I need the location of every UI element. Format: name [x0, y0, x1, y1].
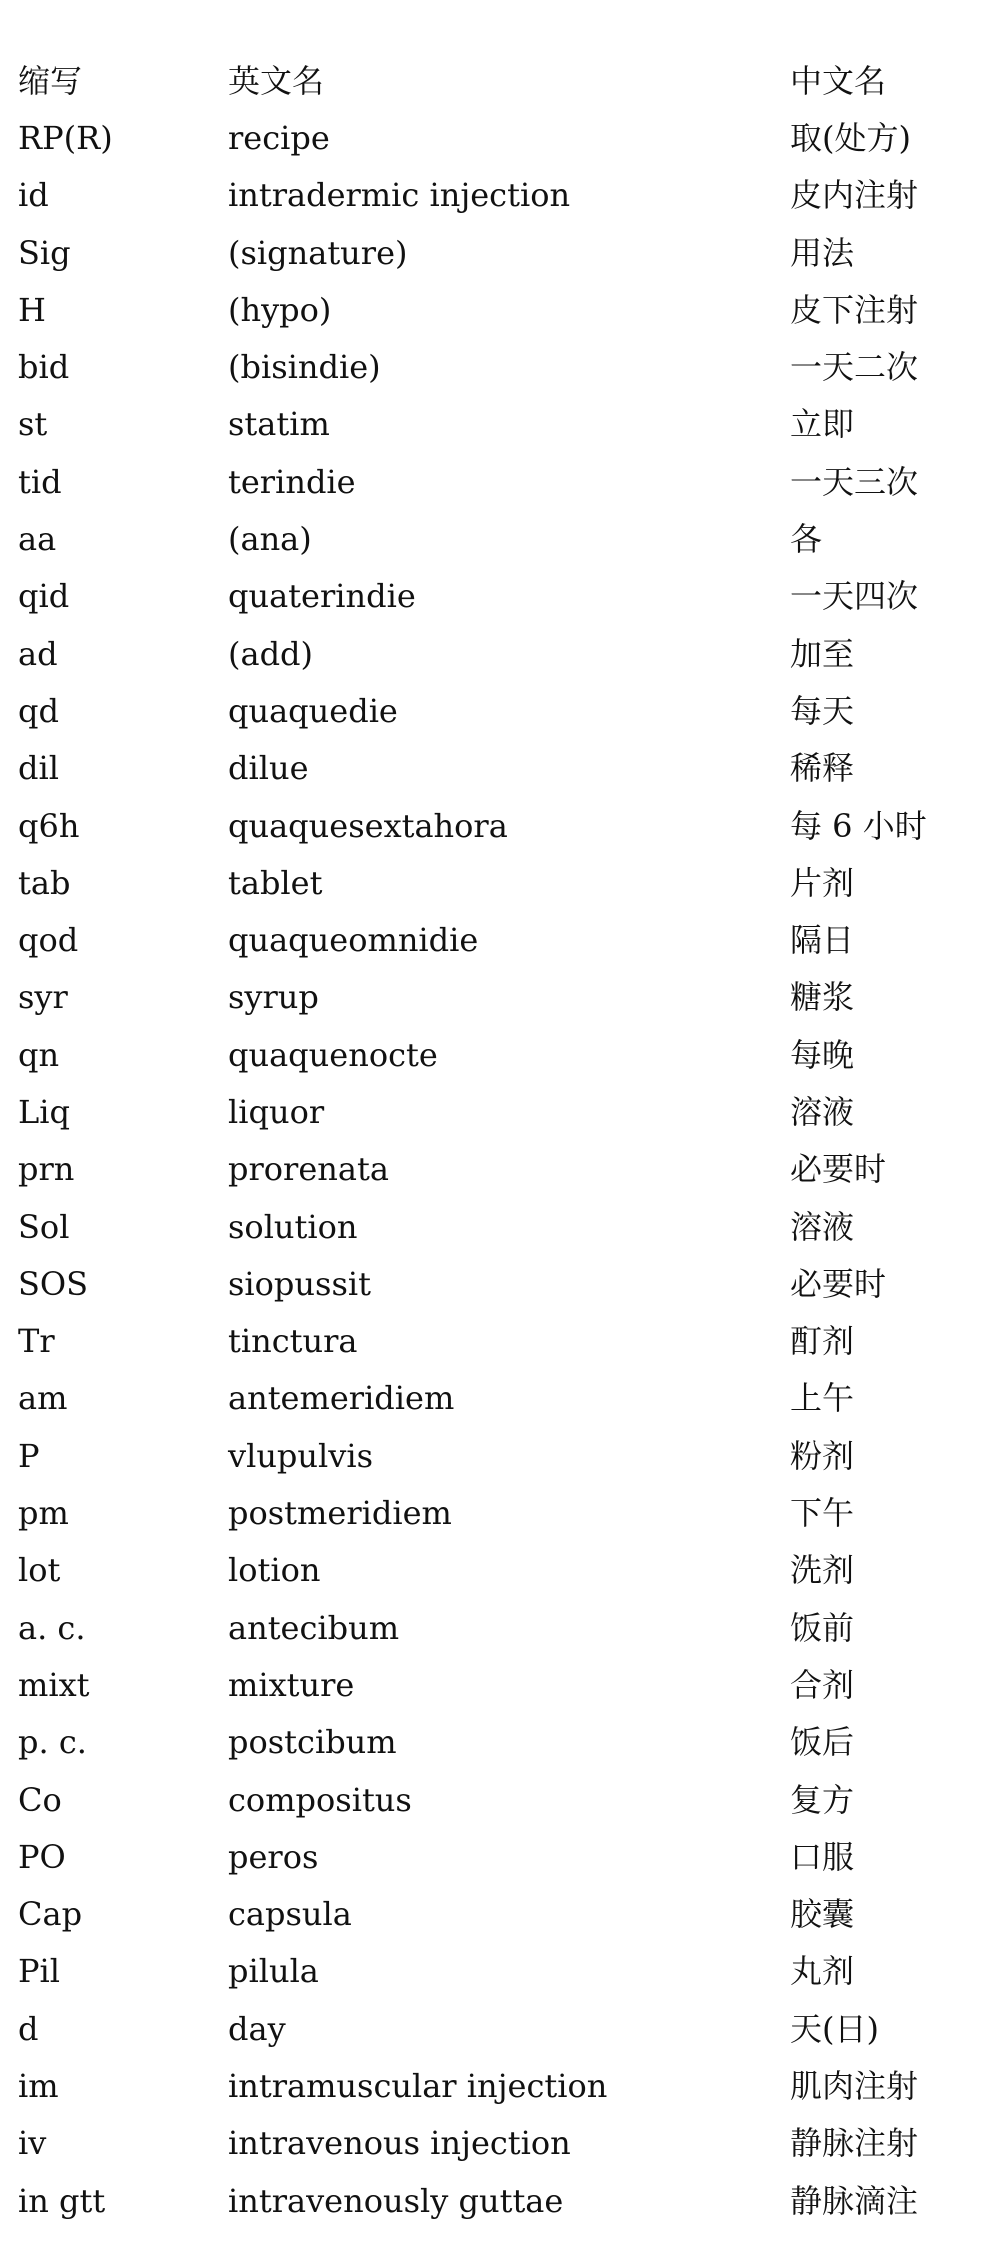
table-row — [0, 1026, 992, 1083]
english-name-cell: dilue — [228, 749, 309, 788]
abbreviation-cell: tid — [18, 462, 62, 501]
english-name-cell: day — [228, 2009, 286, 2048]
table-row — [0, 109, 992, 166]
chinese-name-cell: 一天二次 — [790, 348, 919, 387]
table-row — [0, 911, 992, 968]
table-row — [0, 1370, 992, 1427]
header-english-name: 英文名 — [228, 61, 325, 100]
english-name-cell: antemeridiem — [228, 1379, 455, 1418]
abbreviation-cell: id — [18, 176, 49, 215]
english-name-cell: lotion — [228, 1551, 321, 1590]
english-name-cell: pilula — [228, 1952, 319, 1991]
abbreviation-cell: st — [18, 405, 48, 444]
abbreviation-cell: dil — [18, 749, 59, 788]
abbreviation-cell: Co — [18, 1780, 62, 1819]
table-row — [0, 1828, 992, 1885]
table-row — [0, 797, 992, 854]
table-row — [0, 1656, 992, 1713]
abbreviation-cell: P — [18, 1436, 40, 1475]
abbreviation-cell: Pil — [18, 1952, 60, 1991]
abbreviation-cell: qd — [18, 691, 59, 730]
english-name-cell: quaquenocte — [228, 1035, 438, 1074]
english-name-cell: terindie — [228, 462, 356, 501]
chinese-name-cell: 皮内注射 — [790, 176, 919, 215]
table-row — [0, 2057, 992, 2114]
english-name-cell: quaterindie — [228, 577, 416, 616]
abbreviation-cell: Tr — [18, 1322, 55, 1361]
abbreviation-cell: iv — [18, 2124, 47, 2163]
chinese-name-cell: 加至 — [790, 634, 855, 673]
english-name-cell: intravenously guttae — [228, 2181, 564, 2220]
abbreviation-cell: qn — [18, 1035, 60, 1074]
chinese-name-cell: 立即 — [790, 405, 855, 444]
chinese-name-cell: 每天 — [790, 691, 855, 730]
english-name-cell: compositus — [228, 1780, 412, 1819]
abbreviation-cell: SOS — [18, 1264, 89, 1303]
chinese-name-cell: 糖浆 — [790, 978, 855, 1017]
abbreviation-cell: d — [18, 2009, 39, 2048]
abbreviation-cell: Sol — [18, 1207, 70, 1246]
english-name-cell: postcibum — [228, 1723, 397, 1762]
english-name-cell: quaquesextahora — [228, 806, 508, 845]
english-name-cell: recipe — [228, 118, 330, 157]
chinese-name-cell: 静脉滴注 — [790, 2181, 919, 2220]
chinese-name-cell: 洗剂 — [790, 1551, 855, 1590]
english-name-cell: quaqueomnidie — [228, 921, 479, 960]
chinese-name-cell: 天(日) — [790, 2009, 879, 2048]
table-row — [0, 1886, 992, 1943]
chinese-name-cell: 必要时 — [790, 1264, 887, 1303]
table-header-row — [0, 52, 992, 109]
english-name-cell: postmeridiem — [228, 1494, 452, 1533]
english-name-cell: solution — [228, 1207, 358, 1246]
header-chinese-name: 中文名 — [790, 61, 887, 100]
english-name-cell: tablet — [228, 863, 323, 902]
table-row — [0, 1313, 992, 1370]
english-name-cell: intramuscular injection — [228, 2067, 608, 2106]
abbreviation-cell: aa — [18, 520, 57, 559]
abbreviation-cell: am — [18, 1379, 68, 1418]
table-row — [0, 167, 992, 224]
english-name-cell: intradermic injection — [228, 176, 571, 215]
abbreviation-cell: in gtt — [18, 2181, 106, 2220]
english-name-cell: intravenous injection — [228, 2124, 571, 2163]
chinese-name-cell: 取(处方) — [790, 118, 911, 157]
table-row — [0, 1771, 992, 1828]
chinese-name-cell: 丸剂 — [790, 1952, 855, 1991]
table-row — [0, 1141, 992, 1198]
table-row — [0, 510, 992, 567]
table-row — [0, 2172, 992, 2229]
abbreviation-cell: p. c. — [18, 1723, 87, 1762]
chinese-name-cell: 溶液 — [790, 1207, 855, 1246]
english-name-cell: vlupulvis — [228, 1436, 373, 1475]
table-row — [0, 453, 992, 510]
abbreviation-cell: PO — [18, 1837, 66, 1876]
abbreviation-table — [0, 52, 992, 2229]
chinese-name-cell: 粉剂 — [790, 1436, 855, 1475]
english-name-cell: liquor — [228, 1092, 325, 1131]
abbreviation-cell: pm — [18, 1494, 69, 1533]
chinese-name-cell: 复方 — [790, 1780, 855, 1819]
abbreviation-cell: prn — [18, 1150, 75, 1189]
english-name-cell: capsula — [228, 1895, 352, 1934]
chinese-name-cell: 肌肉注射 — [790, 2067, 919, 2106]
abbreviation-cell: Cap — [18, 1895, 83, 1934]
english-name-cell: antecibum — [228, 1608, 400, 1647]
abbreviation-cell: im — [18, 2067, 59, 2106]
chinese-name-cell: 下午 — [790, 1494, 855, 1533]
abbreviation-cell: q6h — [18, 806, 80, 845]
table-row — [0, 281, 992, 338]
table-row — [0, 1198, 992, 1255]
abbreviation-cell: H — [18, 290, 46, 329]
chinese-name-cell: 各 — [790, 520, 823, 559]
chinese-name-cell: 隔日 — [790, 921, 855, 960]
chinese-name-cell: 稀释 — [790, 749, 855, 788]
abbreviation-cell: qid — [18, 577, 70, 616]
chinese-name-cell: 饭后 — [790, 1723, 855, 1762]
abbreviation-cell: ad — [18, 634, 58, 673]
abbreviation-cell: lot — [18, 1551, 61, 1590]
table-row — [0, 1542, 992, 1599]
abbreviation-cell: RP(R) — [18, 118, 113, 157]
table-row — [0, 396, 992, 453]
table-row — [0, 1427, 992, 1484]
english-name-cell: (signature) — [228, 233, 408, 272]
abbreviation-cell: syr — [18, 978, 68, 1017]
table-row — [0, 682, 992, 739]
table-row — [0, 2115, 992, 2172]
english-name-cell: (bisindie) — [228, 348, 381, 387]
table-row — [0, 338, 992, 395]
table-row — [0, 1083, 992, 1140]
abbreviation-cell: mixt — [18, 1665, 90, 1704]
english-name-cell: (hypo) — [228, 290, 332, 329]
table-row — [0, 1599, 992, 1656]
chinese-name-cell: 片剂 — [790, 863, 855, 902]
chinese-name-cell: 皮下注射 — [790, 290, 919, 329]
chinese-name-cell: 口服 — [790, 1837, 855, 1876]
table-row — [0, 1943, 992, 2000]
abbreviation-cell: Sig — [18, 233, 71, 272]
english-name-cell: statim — [228, 405, 330, 444]
header-abbreviation: 缩写 — [18, 61, 83, 100]
english-name-cell: quaquedie — [228, 691, 398, 730]
chinese-name-cell: 胶囊 — [790, 1895, 855, 1934]
abbreviation-cell: Liq — [18, 1092, 70, 1131]
table-row — [0, 1714, 992, 1771]
chinese-name-cell: 静脉注射 — [790, 2124, 919, 2163]
table-row — [0, 969, 992, 1026]
chinese-name-cell: 上午 — [790, 1379, 855, 1418]
table-row — [0, 854, 992, 911]
table-row — [0, 2000, 992, 2057]
table-row — [0, 1255, 992, 1312]
chinese-name-cell: 用法 — [790, 233, 855, 272]
table-row — [0, 625, 992, 682]
english-name-cell: mixture — [228, 1665, 355, 1704]
chinese-name-cell: 饭前 — [790, 1608, 855, 1647]
abbreviation-cell: bid — [18, 348, 70, 387]
english-name-cell: syrup — [228, 978, 319, 1017]
english-name-cell: peros — [228, 1837, 319, 1876]
english-name-cell: (ana) — [228, 520, 312, 559]
english-name-cell: siopussit — [228, 1264, 371, 1303]
table-row — [0, 740, 992, 797]
chinese-name-cell: 合剂 — [790, 1665, 855, 1704]
chinese-name-cell: 酊剂 — [790, 1322, 855, 1361]
abbreviation-cell: tab — [18, 863, 71, 902]
chinese-name-cell: 每 6 小时 — [790, 806, 927, 845]
table-row — [0, 568, 992, 625]
chinese-name-cell: 一天三次 — [790, 462, 919, 501]
abbreviation-cell: qod — [18, 921, 79, 960]
abbreviation-cell: a. c. — [18, 1608, 86, 1647]
english-name-cell: prorenata — [228, 1150, 389, 1189]
chinese-name-cell: 每晚 — [790, 1035, 855, 1074]
chinese-name-cell: 必要时 — [790, 1150, 887, 1189]
chinese-name-cell: 一天四次 — [790, 577, 919, 616]
english-name-cell: (add) — [228, 634, 314, 673]
table-row — [0, 224, 992, 281]
english-name-cell: tinctura — [228, 1322, 358, 1361]
table-row — [0, 1484, 992, 1541]
chinese-name-cell: 溶液 — [790, 1092, 855, 1131]
